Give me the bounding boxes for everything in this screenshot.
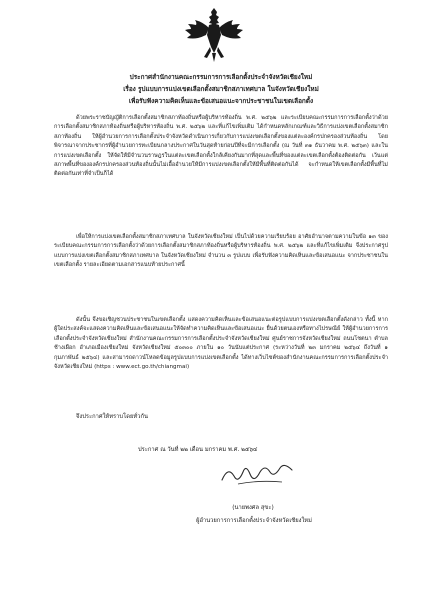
- signer-name: (นายพงศล สุขะ): [232, 505, 274, 511]
- paragraph-2: เพื่อให้การแบ่งเขตเลือกตั้งสมาชิกสภาเทศบาล ในจังหวัดเชียงใหม่ เป็นไปด้วยความเรียบร้อย อาศัยอำนาจตามความในข้อ ๑๓ ของระเบียบคณะกรรมการการเลือกตั้งว่าด้วยการเลือกตั้งสมาชิกสภาท้องถิ่นหรือผู้บริหารท้องถิ่น พ.ศ. ๒๕๖๒ และที่แก้ไขเพิ่มเติม จึงประกาศรูปแบบการแบ่งเขตเลือกตั้งสมาชิกสภาเทศบาล ในจังหวัดเชียงใหม่ จำนวน ๓ รูปแบบ เพื่อรับฟังความคิดเห็นและข้อเสนอแนะ จากประชาชนในเขตเลือกตั้ง รายละเอียดตามเอกสารแนบท้ายประกาศนี้: [54, 234, 388, 269]
- garuda-emblem-icon: [183, 6, 245, 64]
- announcement-title: ประกาศสำนักงานคณะกรรมการการเลือกตั้งประจำจังหวัดเชียงใหม่: [129, 73, 313, 81]
- signer-position: ผู้อำนวยการการเลือกตั้งประจำจังหวัดเชียงใหม่: [196, 518, 312, 524]
- announcement-purpose: เพื่อรับฟังความคิดเห็นและข้อเสนอแนะจากประชาชนในเขตเลือกตั้ง: [128, 97, 314, 105]
- signature-icon: [218, 462, 298, 488]
- paragraph-3: ดังนั้น จึงขอเชิญชวนประชาชนในเขตเลือกตั้ง แสดงความคิดเห็นและข้อเสนอแนะต่อรูปแบบการแบ่งเขตเลือกตั้งดังกล่าว ทั้งนี้ หากผู้ใดประสงค์จะแสดงความคิดเห็นและข้อเสนอแนะให้จัดทำความคิดเห็นและข้อเสนอแนะ ยื่นด้วยตนเองหรือทางไปรษณีย์ ให้ผู้อำนวยการการเลือกตั้งประจำจังหวัดเชียงใหม่ สำนักงานคณะกรรมการการเลือกตั้งประจำจังหวัดเชียงใหม่ ศูนย์ราชการจังหวัดเชียงใหม่ ถนนโชตนา ตำบลช้างเผือก อำเภอเมืองเชียงใหม่ จังหวัดเชียงใหม่ ๕๐๓๐๐ ภายใน ๑๐ วันนับแต่ประกาศ (ระหว่างวันที่ ๒๓ มกราคม ๒๕๖๔ ถึงวันที่ ๑ กุมภาพันธ์ ๒๕๖๔) และสามารถดาวน์โหลดข้อมูลรูปแบบการแบ่งเขตเลือกตั้ง ได้ทางเว็บไซต์ของสำนักงานคณะกรรมการการเลือกตั้งประจำจังหวัดเชียงใหม่ (https : www.ect.go.th/chiangmai): [54, 317, 388, 371]
- announcement-date: ประกาศ ณ วันที่ ๒๒ เดือน มกราคม พ.ศ. ๒๕๖๔: [138, 447, 258, 453]
- paragraph-1: ด้วยพระราชบัญญัติการเลือกตั้งสมาชิกสภาท้องถิ่นหรือผู้บริหารท้องถิ่น พ.ศ. ๒๕๖๒ และระเบียบคณะกรรมการการเลือกตั้งว่าด้วยการเลือกตั้งสมาชิกสภาท้องถิ่นหรือผู้บริหารท้องถิ่น พ.ศ. ๒๕๖๒ และที่แก้ไขเพิ่มเติม ได้กำหนดหลักเกณฑ์และวิธีการแบ่งเขตเลือกตั้งสมาชิกสภาท้องถิ่น ให้ผู้อำนวยการการเลือกตั้งประจำจังหวัดดำเนินการเกี่ยวกับการแบ่งเขตเลือกตั้งของแต่ละองค์กรปกครองส่วนท้องถิ่น โดยพิจารณาจากประชากรที่ผู้อำนวยการทะเบียนกลางประกาศในวันสุดท้ายก่อนปีที่จะมีการเลือกตั้ง (ณ วันที่ ๓๑ ธันวาคม พ.ศ. ๒๕๖๓) และในการแบ่งเขตเลือกตั้ง ให้จัดให้มีจำนวนราษฎรในแต่ละเขตเลือกตั้งใกล้เคียงกันมากที่สุดและพื้นที่ของแต่ละเขตเลือกตั้งต้องติดต่อกัน เว้นแต่สภาพพื้นที่ขององค์กรปกครองส่วนท้องถิ่นนั้นไม่เอื้ออำนวยให้มีการแบ่งเขตเลือกตั้งให้มีพื้นที่ติดต่อกันได้ จะกำหนดให้เขตเลือกตั้งมีพื้นที่ไม่ติดต่อกันเท่าที่จำเป็นก็ได้: [54, 115, 388, 178]
- announcement-subject: เรื่อง รูปแบบการแบ่งเขตเลือกตั้งสมาชิกสภาเทศบาล ในจังหวัดเชียงใหม่: [123, 85, 319, 93]
- closing-line: จึงประกาศให้ทราบโดยทั่วกัน: [76, 414, 148, 420]
